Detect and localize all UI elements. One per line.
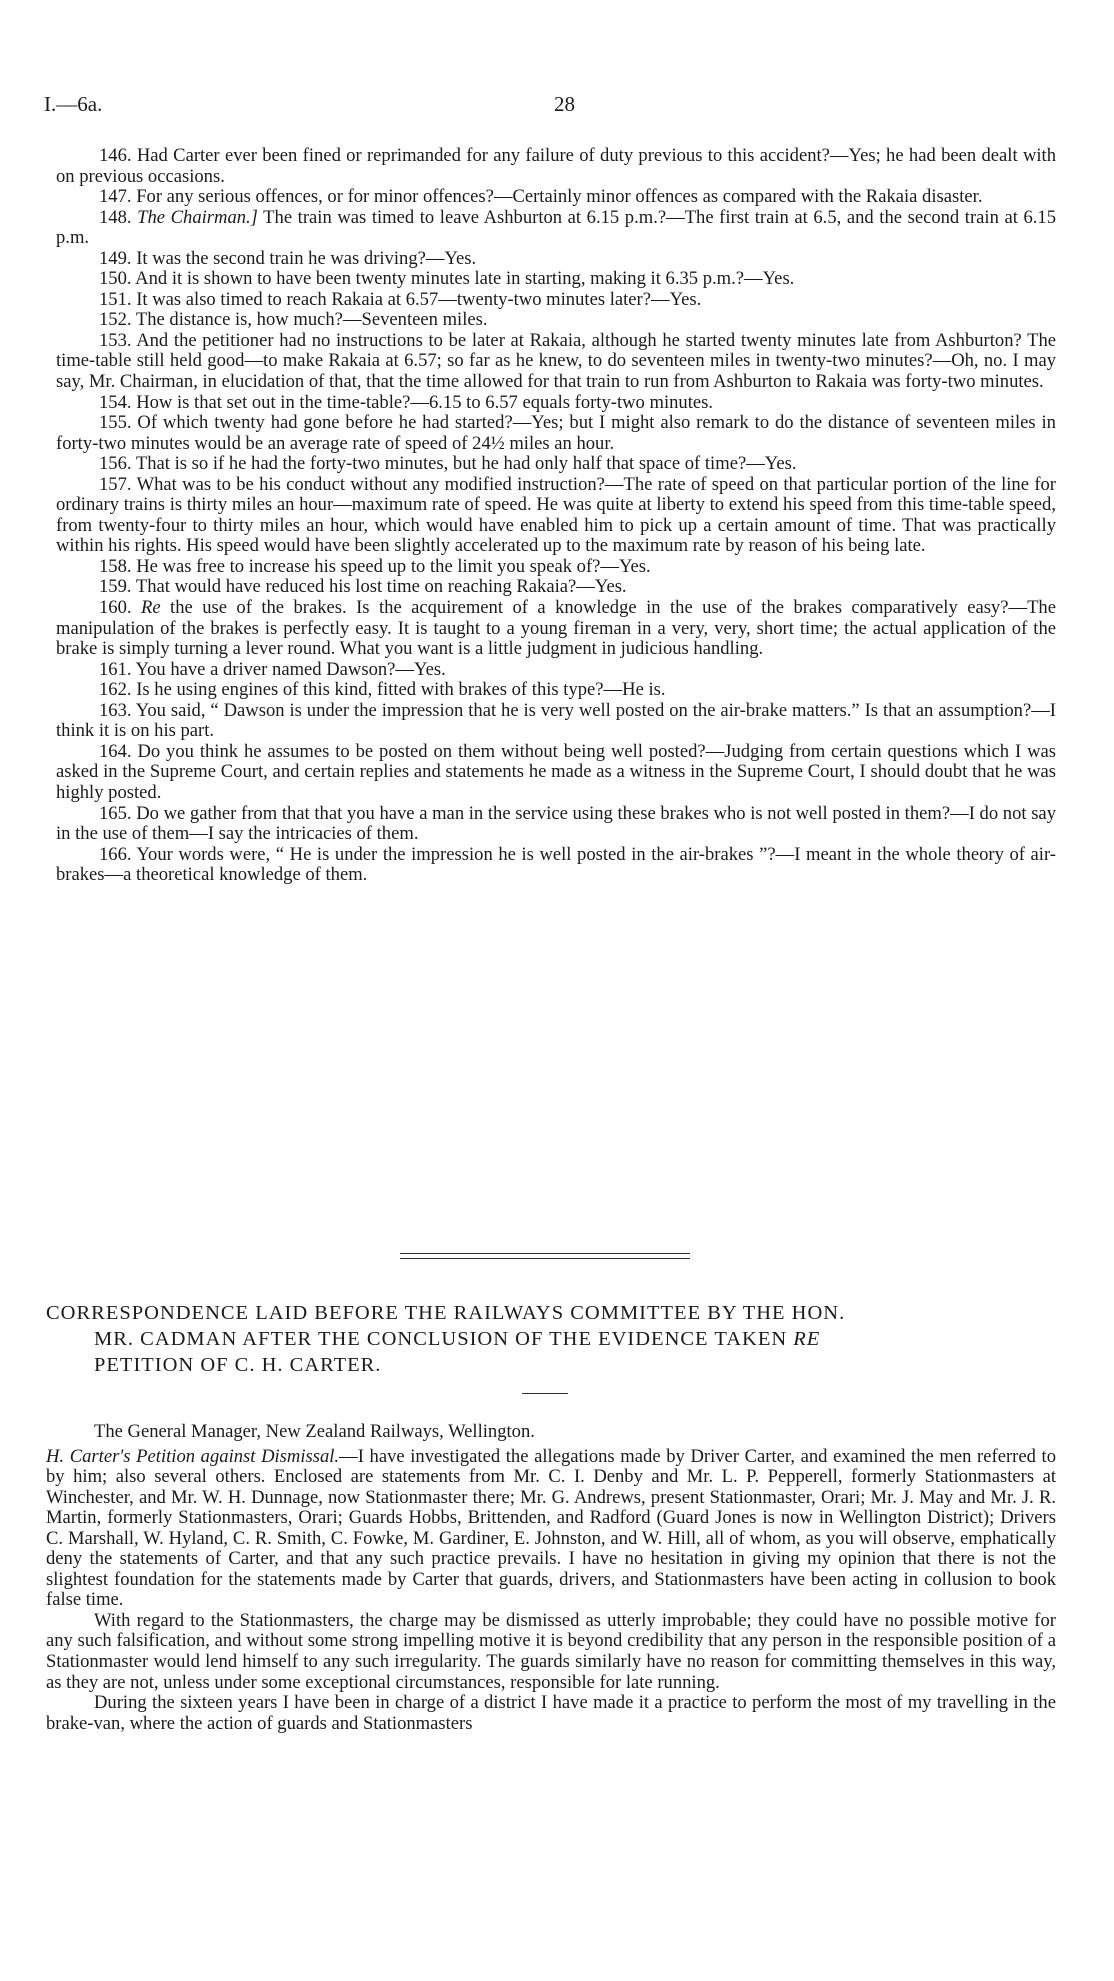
question-160 (56, 598, 1056, 660)
section-heading-italic: RE (793, 1328, 821, 1350)
question-154 (56, 393, 1056, 414)
question-158 (56, 557, 1056, 578)
question-146 (56, 146, 1056, 187)
question-number: 155. (99, 412, 132, 434)
page-number: 28 (554, 92, 575, 116)
question-159 (56, 577, 1056, 598)
question-number: 157. (99, 473, 132, 495)
question-number: 154. (99, 391, 132, 413)
correspondence (46, 1422, 1056, 1734)
question-text: Had Carter ever been fined or reprimanded for any failure of duty previous to this accident?—Yes; he had been dealt with on previous occasions. (56, 145, 1056, 187)
question-153 (56, 331, 1056, 393)
section-heading-line-3: PETITION OF C. H. CARTER. (94, 1354, 382, 1376)
question-152 (56, 310, 1056, 331)
question-text: What was to be his conduct without any modified instruction?—The rate of speed on that particular portion of the line for ordinary trains is thirty miles an hour—maximum rate of speed. He was quite at liberty to extend his speed from this time-table speed, from twenty-four to thirty miles an hour, which would have enabled him to pick up a certain amount of time. That was practically within his rights. His speed would have been slightly accelerated up to the maximum rate by reason of his being late. (56, 473, 1057, 557)
question-161 (56, 660, 1056, 681)
question-number: 163. (99, 699, 132, 721)
question-149 (56, 249, 1056, 270)
question-number: 146. (99, 145, 132, 166)
speaker-label: The Chairman.] (137, 206, 258, 228)
section-heading-line-2: MR. CADMAN AFTER THE CONCLUSION OF THE EVIDENCE TAKEN RE (94, 1328, 821, 1350)
question-text: And it is shown to have been twenty minutes late in starting, making it 6.35 p.m.?—Yes. (135, 268, 795, 290)
question-number: 164. (99, 740, 132, 762)
question-147 (56, 187, 1056, 208)
question-number: 148. (99, 206, 132, 228)
question-text: You said, “ Dawson is under the impression that he is very well posted on the air-brake matters.” Is that an assumption?—I think it is on his part. (56, 699, 1056, 742)
question-text: Of which twenty had gone before he had started?—Yes; but I might also remark to do the distance of seventeen miles in forty-two minutes would be an average rate of speed of 24½ miles an hour. (56, 412, 1056, 454)
question-text: The train was timed to leave Ashburton at 6.15 p.m.?—The first train at 6.5, and the second train at 6.15 p.m. (56, 206, 1056, 249)
correspondence-addressee: The General Manager, New Zealand Railways, Wellington. (94, 1421, 535, 1442)
question-number: 160. (99, 597, 132, 619)
question-text: the use of the brakes. Is the acquirement of a knowledge in the use of the brakes comparatively easy?—The manipulation of the brakes is perfectly easy. It is taught to a young fireman in a very, very, short time; the actual application of the brake is simply turning a lever round. What you want is a little judgment in judicious handling. (56, 597, 1056, 660)
question-text: For any serious offences, or for minor offences?—Certainly minor offences as compared with the Rakaia disaster. (136, 186, 983, 208)
section-heading-line-1: CORRESPONDENCE LAID BEFORE THE RAILWAYS COMMITTEE BY THE HON. (46, 1302, 846, 1324)
section-divider (400, 1253, 690, 1259)
question-number: 159. (99, 576, 132, 598)
speaker-label: Re (140, 597, 161, 619)
question-166 (56, 845, 1056, 886)
question-number: 151. (99, 288, 132, 310)
question-number: 153. (99, 329, 132, 351)
question-number: 150. (99, 268, 132, 290)
question-number: 152. (99, 309, 132, 331)
question-148 (56, 208, 1056, 249)
question-text: It was also timed to reach Rakaia at 6.57—twenty-two minutes later?—Yes. (136, 288, 702, 310)
question-text: How is that set out in the time-table?—6.15 to 6.57 equals forty-two minutes. (136, 391, 714, 413)
question-151 (56, 290, 1056, 311)
section-heading (46, 1300, 1076, 1378)
heading-underline (522, 1393, 568, 1394)
question-text: It was the second train he was driving?—Yes. (136, 247, 477, 269)
question-text: The distance is, how much?—Seventeen miles. (135, 309, 488, 331)
question-156 (56, 454, 1056, 475)
question-text: That would have reduced his lost time on reaching Rakaia?—Yes. (135, 576, 627, 598)
question-number: 156. (99, 453, 132, 475)
question-164 (56, 742, 1056, 804)
question-text: You have a driver named Dawson?—Yes. (135, 658, 446, 680)
question-number: 165. (99, 802, 132, 824)
question-number: 149. (99, 247, 132, 269)
report-reference: I.—6a. (44, 92, 103, 116)
correspondence-paragraph-1: H. Carter's Petition against Dismissal.—I have investigated the allegations made by Driver Carter, and examined the men referred to by him; also several others. Enclosed are statements from Mr. C. I. Denby and Mr. L. P. Pepperell, formerly Stationmasters at Winchester, and Mr. W. H. Dunnage, now Stationmaster there; Mr. G. Andrews, present Stationmaster, Orari; Mr. J. May and Mr. J. R. Martin, formerly Stationmasters, Orari; Guards Hobbs, Brittenden, and Radford (Guard Jones is now in Wellington District); Drivers C. Marshall, W. Hyland, C. R. Smith, C. Fowke, M. Gardiner, E. Johnston, and W. Hill, all of whom, as you will observe, emphatically deny the statements of Carter, and that any such practice prevails. I have no hesitation in giving my opinion that there is not the slightest foundation for the statements made by Carter that guards, drivers, and Stationmasters have been acting in collusion to book false time. (46, 1445, 1056, 1611)
question-number: 147. (99, 186, 132, 208)
question-162 (56, 680, 1056, 701)
question-text: Do you think he assumes to be posted on them without being well posted?—Judging from certain questions which I was asked in the Supreme Court, and certain replies and statements he made as a witness in the Supreme Court, I should doubt that he was highly posted. (56, 740, 1056, 803)
question-150 (56, 269, 1056, 290)
question-text: That is so if he had the forty-two minutes, but he had only half that space of time?—Yes. (135, 453, 797, 475)
page-header (44, 92, 1074, 122)
question-text: Do we gather from that that you have a man in the service using these brakes who is not well posted in them?—I do not say in the use of them—I say the intricacies of them. (56, 802, 1056, 845)
question-text: He was free to increase his speed up to the limit you speak of?—Yes. (136, 555, 651, 577)
evidence-questions (56, 146, 1056, 886)
question-number: 161. (99, 658, 132, 680)
question-165 (56, 804, 1056, 845)
question-number: 162. (99, 679, 132, 701)
question-text: Is he using engines of this kind, fitted with brakes of this type?—He is. (136, 679, 666, 701)
question-163 (56, 701, 1056, 742)
correspondence-paragraph-3: During the sixteen years I have been in charge of a district I have made it a practice to perform the most of my travelling in the brake-van, where the action of guards and Stationmasters (46, 1692, 1056, 1734)
question-157 (56, 475, 1056, 557)
correspondence-paragraph-2: With regard to the Stationmasters, the charge may be dismissed as utterly improbable; they could have no possible motive for any such falsification, and without some strong impelling motive it is beyond credibility that any person in the responsible position of a Stationmaster would lend himself to any such irregularity. The guards similarly have no reason for committing themselves in this way, as they are not, unless under some exceptional circumstances, responsible for late running. (46, 1609, 1056, 1693)
question-155 (56, 413, 1056, 454)
question-number: 158. (99, 555, 132, 577)
question-text: Your words were, “ He is under the impression he is well posted in the air-brakes ”?—I meant in the whole theory of air-brakes—a theoretical knowledge of them. (56, 843, 1056, 886)
question-text: And the petitioner had no instructions to be later at Rakaia, although he started twenty minutes late from Ashburton? The time-table still held good—to make Rakaia at 6.57; so far as he knew, to do seventeen miles in twenty-two minutes?—Oh, no. I may say, Mr. Chairman, in elucidation of that, that the time allowed for that train to run from Ashburton to Rakaia was forty-two minutes. (56, 329, 1056, 393)
petition-subject: H. Carter's Petition against Dismissal. (46, 1445, 340, 1467)
question-number: 166. (99, 843, 132, 865)
